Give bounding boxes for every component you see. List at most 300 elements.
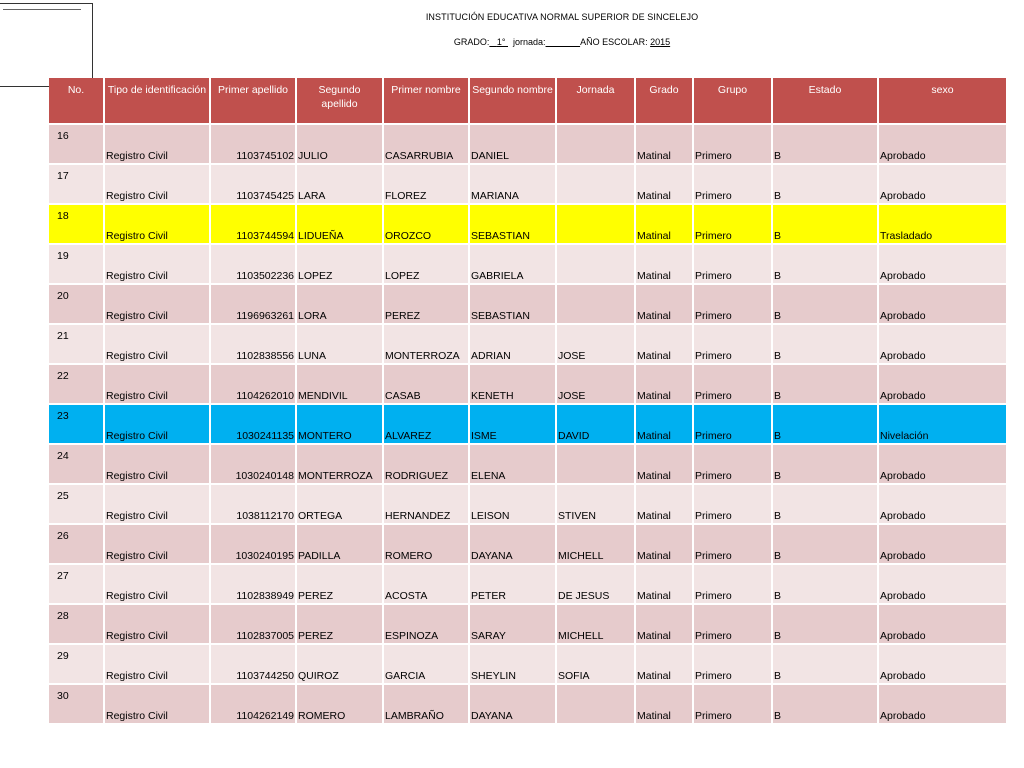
cell-jornada <box>557 245 634 283</box>
cell-estado <box>773 165 877 203</box>
cell-grado <box>636 325 692 363</box>
cell-sexo-text: Aprobado <box>880 190 926 202</box>
cell-sexo-text: Aprobado <box>880 350 926 362</box>
cell-segundo-apellido <box>297 645 382 683</box>
cell-segundo-nombre-text: DAYANA <box>471 550 513 562</box>
cell-segundo-apellido <box>297 565 382 603</box>
cell-no-text: 29 <box>57 650 69 662</box>
cell-grado-text: Matinal <box>637 430 671 442</box>
cell-grado-text: Matinal <box>637 390 671 402</box>
cell-segundo-apellido-text: LARA <box>298 190 326 202</box>
cell-tipo-identificacion <box>105 405 209 443</box>
cell-grado-text: Matinal <box>637 590 671 602</box>
cell-no-text: 17 <box>57 170 69 182</box>
cell-segundo-nombre-text: SARAY <box>471 630 506 642</box>
cell-sexo-text: Nivelación <box>880 430 929 442</box>
cell-tipo-identificacion-text: Registro Civil <box>106 310 168 322</box>
cell-primer-nombre <box>384 125 468 163</box>
cell-segundo-apellido-text: LIDUEÑA <box>298 230 344 242</box>
cell-tipo-identificacion-text: Registro Civil <box>106 470 168 482</box>
cell-segundo-nombre <box>470 325 555 363</box>
cell-grado-text: Matinal <box>637 670 671 682</box>
cell-tipo-identificacion-text: Registro Civil <box>106 390 168 402</box>
logo-image: ▬▬▬▬▬▬▬▬▬▬▬▬▬▬▬▬▬▬▬▬▬▬▬▬▬▬ <box>3 7 81 11</box>
cell-primer-nombre-text: PEREZ <box>385 310 421 322</box>
cell-no <box>49 325 103 363</box>
table-row <box>49 685 1006 723</box>
cell-primer-nombre <box>384 405 468 443</box>
cell-no <box>49 365 103 403</box>
cell-grupo-text: Primero <box>695 270 732 282</box>
cell-grupo <box>694 245 771 283</box>
grado-label: GRADO: <box>453 37 490 47</box>
cell-grupo <box>694 485 771 523</box>
cell-sexo <box>879 165 1006 203</box>
cell-grado <box>636 365 692 403</box>
cell-primer-nombre-text: OROZCO <box>385 230 432 242</box>
cell-segundo-apellido <box>297 365 382 403</box>
cell-segundo-nombre <box>470 365 555 403</box>
cell-segundo-nombre-text: KENETH <box>471 390 514 402</box>
cell-jornada <box>557 645 634 683</box>
cell-estado-text: B <box>774 190 782 202</box>
cell-segundo-apellido-text: MONTERROZA <box>298 470 373 482</box>
cell-jornada <box>557 165 634 203</box>
cell-tipo-identificacion-text: Registro Civil <box>106 350 168 362</box>
cell-jornada <box>557 565 634 603</box>
cell-grado <box>636 285 692 323</box>
cell-primer-apellido <box>211 445 295 483</box>
cell-jornada <box>557 445 634 483</box>
col-header-grado: Grado <box>636 78 692 123</box>
cell-grado <box>636 605 692 643</box>
cell-estado <box>773 405 877 443</box>
cell-segundo-apellido-text: PEREZ <box>298 590 334 602</box>
cell-grado <box>636 205 692 243</box>
cell-estado-text: B <box>774 310 782 322</box>
cell-no <box>49 405 103 443</box>
cell-sexo-text: Trasladado <box>880 230 933 242</box>
cell-segundo-apellido <box>297 325 382 363</box>
cell-primer-nombre <box>384 685 468 723</box>
table-row <box>49 285 1006 323</box>
cell-grupo <box>694 605 771 643</box>
cell-estado <box>773 685 877 723</box>
col-header-tipo: Tipo de identificación <box>105 78 209 123</box>
cell-estado <box>773 365 877 403</box>
cell-segundo-nombre <box>470 165 555 203</box>
cell-primer-nombre-text: ALVAREZ <box>385 430 432 442</box>
anio-label: AÑO ESCOLAR: <box>580 37 648 47</box>
cell-sexo <box>879 525 1006 563</box>
cell-estado <box>773 605 877 643</box>
cell-grupo <box>694 125 771 163</box>
cell-grupo <box>694 325 771 363</box>
cell-tipo-identificacion-text: Registro Civil <box>106 430 168 442</box>
cell-estado-text: B <box>774 630 782 642</box>
cell-jornada <box>557 325 634 363</box>
cell-grado-text: Matinal <box>637 630 671 642</box>
cell-no <box>49 605 103 643</box>
cell-no-text: 18 <box>57 210 69 222</box>
col-header-jornada: Jornada <box>557 78 634 123</box>
cell-grupo-text: Primero <box>695 630 732 642</box>
cell-grupo <box>694 285 771 323</box>
cell-tipo-identificacion <box>105 485 209 523</box>
cell-segundo-apellido-text: ORTEGA <box>298 510 343 522</box>
cell-grupo-text: Primero <box>695 550 732 562</box>
cell-segundo-nombre-text: PETER <box>471 590 507 602</box>
cell-segundo-nombre-text: SEBASTIAN <box>471 230 530 242</box>
cell-segundo-nombre-text: DANIEL <box>471 150 509 162</box>
cell-primer-nombre-text: CASARRUBIA <box>385 150 454 162</box>
cell-primer-nombre-text: ACOSTA <box>385 590 428 602</box>
cell-grupo <box>694 645 771 683</box>
cell-sexo <box>879 685 1006 723</box>
cell-segundo-nombre-text: MARIANA <box>471 190 519 202</box>
cell-segundo-apellido <box>297 165 382 203</box>
cell-estado <box>773 285 877 323</box>
cell-estado-text: B <box>774 710 782 722</box>
cell-tipo-identificacion-text: Registro Civil <box>106 230 168 242</box>
cell-segundo-apellido <box>297 245 382 283</box>
cell-sexo-text: Aprobado <box>880 510 926 522</box>
table-row <box>49 365 1006 403</box>
cell-sexo-text: Aprobado <box>880 590 926 602</box>
col-header-sexo: sexo <box>879 78 1006 123</box>
cell-primer-nombre-text: FLOREZ <box>385 190 427 202</box>
cell-no <box>49 245 103 283</box>
cell-sexo <box>879 645 1006 683</box>
col-header-segundo-nombre: Segundo nombre <box>470 78 555 123</box>
cell-jornada-text: DE JESUS <box>558 590 610 602</box>
cell-grupo-text: Primero <box>695 710 732 722</box>
cell-primer-nombre <box>384 365 468 403</box>
cell-tipo-identificacion-text: Registro Civil <box>106 710 168 722</box>
cell-sexo <box>879 205 1006 243</box>
cell-estado-text: B <box>774 470 782 482</box>
table-row <box>49 245 1006 283</box>
cell-segundo-nombre <box>470 205 555 243</box>
cell-segundo-nombre <box>470 685 555 723</box>
cell-grupo <box>694 565 771 603</box>
cell-estado <box>773 525 877 563</box>
cell-grupo <box>694 685 771 723</box>
cell-sexo <box>879 405 1006 443</box>
cell-tipo-identificacion <box>105 325 209 363</box>
cell-jornada <box>557 285 634 323</box>
cell-primer-nombre-text: RODRIGUEZ <box>385 470 448 482</box>
cell-segundo-apellido-text: LOPEZ <box>298 270 333 282</box>
cell-grupo-text: Primero <box>695 510 732 522</box>
cell-segundo-nombre-text: ADRIAN <box>471 350 511 362</box>
cell-grupo-text: Primero <box>695 230 732 242</box>
cell-primer-apellido <box>211 125 295 163</box>
cell-primer-nombre-text: LOPEZ <box>385 270 420 282</box>
cell-segundo-nombre <box>470 525 555 563</box>
cell-estado-text: B <box>774 550 782 562</box>
table-row <box>49 445 1006 483</box>
cell-primer-apellido-text: 1104262149 <box>236 710 294 722</box>
cell-jornada-text: STIVEN <box>558 510 596 522</box>
cell-sexo-text: Aprobado <box>880 470 926 482</box>
cell-grupo-text: Primero <box>695 670 732 682</box>
cell-no-text: 27 <box>57 570 69 582</box>
cell-no-text: 23 <box>57 410 69 422</box>
cell-estado-text: B <box>774 510 782 522</box>
cell-jornada-text: SOFIA <box>558 670 590 682</box>
cell-primer-apellido-text: 1030240148 <box>235 470 294 482</box>
anio-value: 2015 <box>650 37 671 47</box>
cell-grupo-text: Primero <box>695 590 732 602</box>
cell-primer-apellido-text: 1038112170 <box>236 510 294 522</box>
cell-tipo-identificacion <box>105 605 209 643</box>
cell-sexo <box>879 365 1006 403</box>
cell-segundo-apellido-text: ROMERO <box>298 710 346 722</box>
cell-primer-nombre-text: ROMERO <box>385 550 433 562</box>
col-header-no: No. <box>49 78 103 123</box>
cell-tipo-identificacion-text: Registro Civil <box>106 590 168 602</box>
cell-tipo-identificacion-text: Registro Civil <box>106 190 168 202</box>
cell-sexo <box>879 325 1006 363</box>
cell-segundo-nombre-text: SEBASTIAN <box>471 310 530 322</box>
cell-grado <box>636 245 692 283</box>
cell-grupo <box>694 165 771 203</box>
cell-grupo-text: Primero <box>695 470 732 482</box>
cell-sexo-text: Aprobado <box>880 550 926 562</box>
cell-segundo-apellido <box>297 405 382 443</box>
document-title: INSTITUCIÓN EDUCATIVA NORMAL SUPERIOR DE SINCELEJO <box>425 12 699 22</box>
cell-primer-apellido <box>211 405 295 443</box>
table-row <box>49 485 1006 523</box>
cell-no-text: 22 <box>57 370 69 382</box>
cell-sexo <box>879 485 1006 523</box>
col-header-segundo-apellido: Segundo apellido <box>297 78 382 123</box>
cell-segundo-apellido <box>297 445 382 483</box>
cell-primer-nombre-text: LAMBRAÑO <box>385 710 444 722</box>
cell-segundo-apellido-text: QUIROZ <box>298 670 339 682</box>
cell-jornada <box>557 365 634 403</box>
cell-jornada-text: MICHELL <box>558 630 604 642</box>
cell-estado-text: B <box>774 430 782 442</box>
cell-primer-apellido-text: 1103745425 <box>236 190 294 202</box>
cell-primer-nombre <box>384 605 468 643</box>
cell-primer-apellido-text: 1103502236 <box>236 270 294 282</box>
cell-sexo-text: Aprobado <box>880 630 926 642</box>
cell-grupo <box>694 205 771 243</box>
cell-primer-nombre <box>384 565 468 603</box>
cell-no <box>49 205 103 243</box>
cell-sexo <box>879 245 1006 283</box>
cell-primer-apellido-text: 1102837005 <box>236 630 294 642</box>
cell-primer-apellido <box>211 565 295 603</box>
cell-segundo-apellido <box>297 285 382 323</box>
cell-no <box>49 285 103 323</box>
cell-tipo-identificacion-text: Registro Civil <box>106 670 168 682</box>
cell-grupo <box>694 525 771 563</box>
cell-no-text: 16 <box>57 130 69 142</box>
table-row <box>49 205 1006 243</box>
cell-no <box>49 685 103 723</box>
table-row <box>49 525 1006 563</box>
cell-segundo-apellido <box>297 485 382 523</box>
table-row <box>49 605 1006 643</box>
cell-segundo-nombre <box>470 245 555 283</box>
cell-primer-apellido <box>211 325 295 363</box>
cell-segundo-nombre <box>470 565 555 603</box>
students-table <box>47 76 1008 725</box>
cell-tipo-identificacion <box>105 445 209 483</box>
cell-primer-apellido <box>211 685 295 723</box>
cell-primer-apellido-text: 1030241135 <box>236 430 294 442</box>
cell-no-text: 30 <box>57 690 69 702</box>
cell-segundo-nombre <box>470 445 555 483</box>
jornada-blank <box>546 37 581 47</box>
table-row <box>49 325 1006 363</box>
cell-primer-apellido <box>211 245 295 283</box>
cell-grado <box>636 405 692 443</box>
cell-primer-apellido-text: 1102838556 <box>236 350 294 362</box>
cell-estado <box>773 205 877 243</box>
cell-primer-nombre <box>384 245 468 283</box>
cell-grupo <box>694 445 771 483</box>
cell-primer-apellido-text: 1103744594 <box>236 230 294 242</box>
cell-segundo-apellido-text: PEREZ <box>298 630 334 642</box>
cell-jornada <box>557 485 634 523</box>
cell-primer-apellido-text: 1196963261 <box>236 310 294 322</box>
cell-primer-apellido-text: 1104262010 <box>236 390 294 402</box>
table-row <box>49 405 1006 443</box>
cell-segundo-apellido <box>297 205 382 243</box>
cell-grado-text: Matinal <box>637 270 671 282</box>
cell-segundo-apellido-text: JULIO <box>298 150 328 162</box>
cell-estado <box>773 565 877 603</box>
cell-sexo <box>879 125 1006 163</box>
cell-grado-text: Matinal <box>637 550 671 562</box>
cell-tipo-identificacion-text: Registro Civil <box>106 550 168 562</box>
cell-grupo <box>694 405 771 443</box>
cell-grado-text: Matinal <box>637 150 671 162</box>
cell-segundo-apellido-text: PADILLA <box>298 550 341 562</box>
cell-jornada-text: JOSE <box>558 350 586 362</box>
cell-grado <box>636 685 692 723</box>
cell-estado <box>773 445 877 483</box>
cell-primer-nombre <box>384 165 468 203</box>
cell-segundo-nombre-text: ISME <box>471 430 497 442</box>
cell-grado <box>636 165 692 203</box>
cell-grado <box>636 445 692 483</box>
cell-primer-apellido-text: 1030240195 <box>235 550 294 562</box>
cell-tipo-identificacion <box>105 685 209 723</box>
cell-no-text: 24 <box>57 450 69 462</box>
cell-grupo-text: Primero <box>695 390 732 402</box>
cell-grado-text: Matinal <box>637 710 671 722</box>
cell-no <box>49 645 103 683</box>
cell-grupo-text: Primero <box>695 310 732 322</box>
cell-segundo-nombre <box>470 645 555 683</box>
cell-grupo-text: Primero <box>695 350 732 362</box>
cell-jornada <box>557 405 634 443</box>
cell-tipo-identificacion <box>105 285 209 323</box>
cell-grado-text: Matinal <box>637 310 671 322</box>
table-row <box>49 645 1006 683</box>
cell-segundo-apellido-text: LUNA <box>298 350 327 362</box>
cell-tipo-identificacion <box>105 365 209 403</box>
cell-estado-text: B <box>774 390 782 402</box>
cell-sexo-text: Aprobado <box>880 150 926 162</box>
cell-tipo-identificacion <box>105 245 209 283</box>
cell-segundo-nombre-text: LEISON <box>471 510 510 522</box>
cell-jornada <box>557 605 634 643</box>
cell-segundo-nombre-text: DAYANA <box>471 710 513 722</box>
cell-grupo-text: Primero <box>695 150 732 162</box>
cell-grado-text: Matinal <box>637 510 671 522</box>
cell-grupo <box>694 365 771 403</box>
cell-jornada-text: JOSE <box>558 390 586 402</box>
jornada-label: jornada: <box>513 37 546 47</box>
cell-jornada <box>557 525 634 563</box>
cell-sexo <box>879 565 1006 603</box>
cell-sexo <box>879 605 1006 643</box>
cell-jornada <box>557 685 634 723</box>
cell-segundo-nombre-text: ELENA <box>471 470 506 482</box>
cell-estado <box>773 245 877 283</box>
cell-no-text: 25 <box>57 490 69 502</box>
cell-segundo-apellido <box>297 525 382 563</box>
cell-sexo-text: Aprobado <box>880 710 926 722</box>
cell-jornada <box>557 205 634 243</box>
cell-grado <box>636 485 692 523</box>
cell-jornada-text: MICHELL <box>558 550 604 562</box>
cell-tipo-identificacion-text: Registro Civil <box>106 630 168 642</box>
cell-estado-text: B <box>774 230 782 242</box>
cell-no <box>49 485 103 523</box>
cell-primer-apellido <box>211 285 295 323</box>
cell-primer-apellido-text: 1103745102 <box>236 150 294 162</box>
cell-primer-nombre <box>384 285 468 323</box>
cell-estado <box>773 125 877 163</box>
cell-primer-apellido <box>211 205 295 243</box>
cell-grupo-text: Primero <box>695 430 732 442</box>
cell-segundo-nombre-text: SHEYLIN <box>471 670 516 682</box>
cell-tipo-identificacion <box>105 565 209 603</box>
cell-sexo-text: Aprobado <box>880 390 926 402</box>
cell-no <box>49 445 103 483</box>
cell-tipo-identificacion <box>105 125 209 163</box>
cell-grado <box>636 525 692 563</box>
cell-segundo-nombre <box>470 485 555 523</box>
cell-no <box>49 525 103 563</box>
cell-primer-nombre <box>384 485 468 523</box>
table-row <box>49 565 1006 603</box>
cell-estado <box>773 325 877 363</box>
cell-grado <box>636 125 692 163</box>
cell-primer-apellido-text: 1103744250 <box>236 670 294 682</box>
cell-sexo-text: Aprobado <box>880 670 926 682</box>
cell-no <box>49 165 103 203</box>
cell-primer-nombre <box>384 205 468 243</box>
cell-estado <box>773 645 877 683</box>
table-row <box>49 125 1006 163</box>
cell-segundo-apellido <box>297 685 382 723</box>
cell-primer-nombre <box>384 645 468 683</box>
table-header-row <box>49 78 1006 123</box>
cell-primer-apellido <box>211 485 295 523</box>
cell-primer-apellido <box>211 165 295 203</box>
cell-tipo-identificacion-text: Registro Civil <box>106 510 168 522</box>
cell-primer-nombre-text: CASAB <box>385 390 421 402</box>
cell-segundo-nombre <box>470 605 555 643</box>
